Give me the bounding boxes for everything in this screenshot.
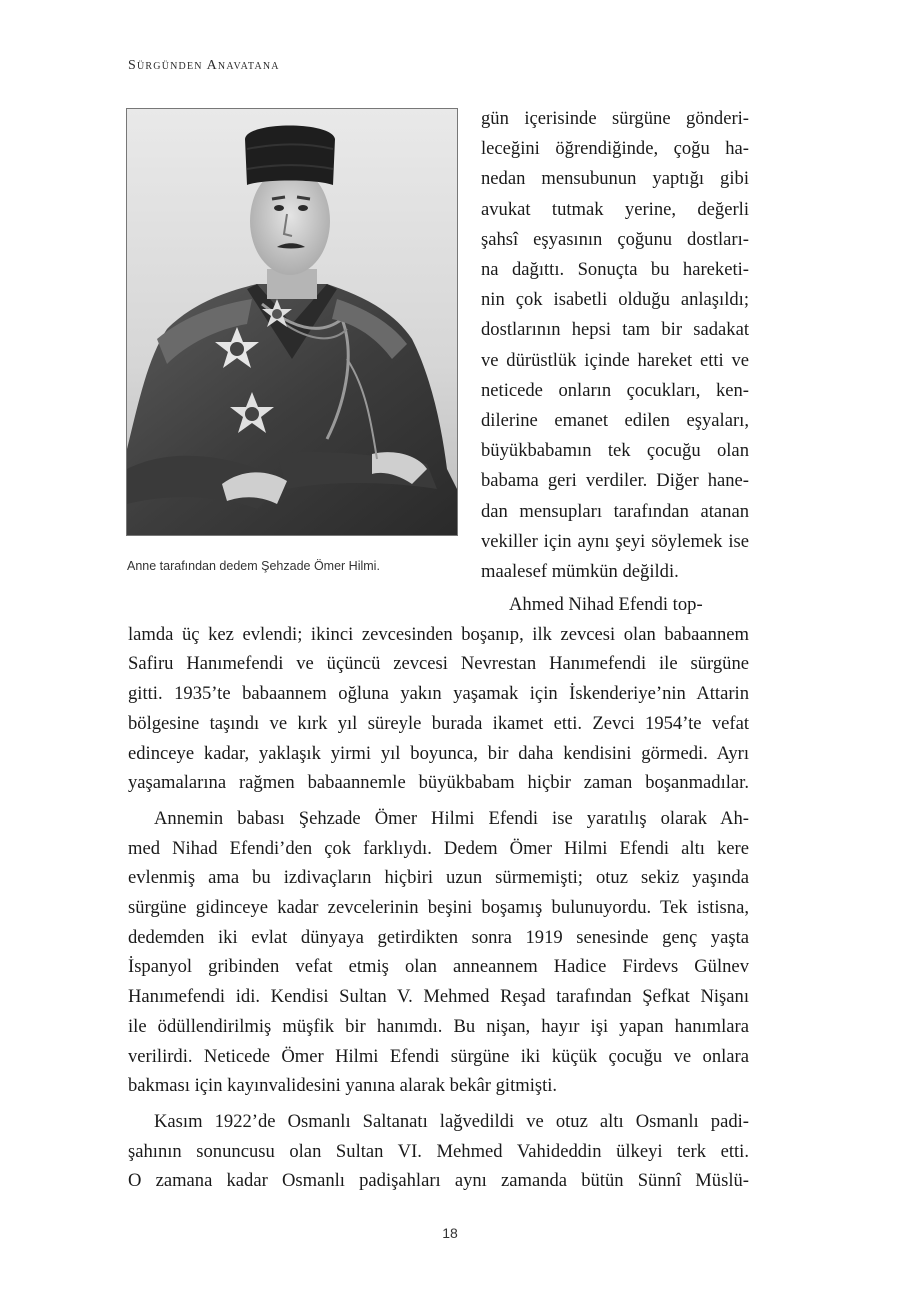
text-line: dan mensupları tarafından atanan (481, 500, 749, 522)
portrait-photo (126, 108, 458, 536)
text-line: nin çok isabetli olduğu anlaşıldı; (481, 289, 749, 311)
text-line: büyükbabamın tek çocuğu olan (481, 440, 749, 462)
text-line: Safiru Hanımefendi ve üçüncü zevcesi Nevrestan Hanımefendi ile sürgüne (128, 653, 749, 675)
text-line: bölgesine taşındı ve kırk yıl süreyle burada ikamet etti. Zevci 1954’te vefat (128, 712, 749, 734)
text-line: evlenmiş ama bu izdivaçların hiçbiri uzun sürmemişti; otuz sekiz yaşında (128, 867, 749, 889)
text-line: şahının sonuncusu olan Sultan VI. Mehmed Vahideddin ülkeyi terk etti. (128, 1140, 749, 1162)
page-number: 18 (442, 1225, 458, 1241)
text-line: Annemin babası Şehzade Ömer Hilmi Efendi ise yaratılış olarak Ah- (154, 807, 749, 829)
text-line: dilerine emanet edilen eşyaları, (481, 410, 749, 432)
running-head: Sürgünden Anavatana (128, 58, 280, 73)
text-line: nedan mensubunun yaptığı gibi (481, 168, 749, 190)
text-line: ile ödüllendirilmiş müşfik bir hanımdı. Bu nişan, hayır işi yapan hanımlara (128, 1015, 749, 1037)
main-body-text (128, 590, 749, 1196)
text-line: dostlarının hepsi tam bir sadakat (481, 319, 749, 341)
text-line: med Nihad Efendi’den çok farklıydı. Dedem Ömer Hilmi Efendi altı kere (128, 837, 749, 859)
text-line: Hanımefendi idi. Kendisi Sultan V. Mehmed Reşad tarafından Şefkat Nişanı (128, 986, 749, 1008)
text-line: vekiller için aynı şeyi söylemek ise (481, 530, 749, 552)
text-line: yaşamalarına rağmen babaannemle büyükbabam hiçbir zaman boşanmadılar. (128, 772, 749, 794)
text-line: İspanyol gribinden vefat etmiş olan anneannem Hadice Firdevs Gülnev (128, 956, 749, 978)
text-line: Ahmed Nihad Efendi top- (509, 594, 703, 615)
text-line: ve dürüstlük içinde hareket etti ve (481, 349, 749, 371)
text-line: neticede onların çocukları, ken- (481, 379, 749, 401)
photo-caption: Anne tarafından dedem Şehzade Ömer Hilmi. (127, 559, 380, 573)
text-line: leceğini öğrendiğinde, çoğu ha- (481, 138, 749, 160)
text-line: O zamana kadar Osmanlı padişahları aynı zamanda bütün Sünnî Müslü- (128, 1170, 749, 1192)
text-line: babama geri verdiler. Diğer hane- (481, 470, 749, 492)
text-line: avukat tutmak yerine, değerli (481, 198, 749, 220)
text-line: Kasım 1922’de Osmanlı Saltanatı lağvedildi ve otuz altı Osmanlı padi- (154, 1110, 749, 1132)
text-line: sürgüne gidinceye kadar zevcelerinin beşini boşamış bulunuyordu. Tek istisna, (128, 897, 749, 919)
text-line: gitti. 1935’te babaannem oğluna yakın yaşamak için İskenderiye’nin Attarin (128, 683, 749, 705)
text-line: verilirdi. Neticede Ömer Hilmi Efendi sürgüne iki küçük çocuğu ve onlara (128, 1045, 749, 1067)
text-line: bakması için kayınvalidesini yanına alarak bekâr gitmişti. (128, 1075, 558, 1097)
side-column-text (481, 104, 749, 587)
text-line: maalesef mümkün değildi. (481, 561, 679, 583)
text-line: şahsî eşyasının çoğunu dostları- (481, 228, 749, 250)
text-line: dedemden iki evlat dünyaya getirdikten sonra 1919 senesinde genç yaşta (128, 926, 749, 948)
text-line: na dağıttı. Sonuçta bu hareketi- (481, 259, 749, 281)
text-line: edinceye kadar, yaklaşık yirmi yıl boyunca, bir daha kendisini görmedi. Ayrı (128, 742, 749, 764)
text-line: lamda üç kez evlendi; ikinci zevcesinden boşanıp, ilk zevcesi olan babaannem (128, 623, 749, 645)
text-line: gün içerisinde sürgüne gönderi- (481, 108, 749, 129)
